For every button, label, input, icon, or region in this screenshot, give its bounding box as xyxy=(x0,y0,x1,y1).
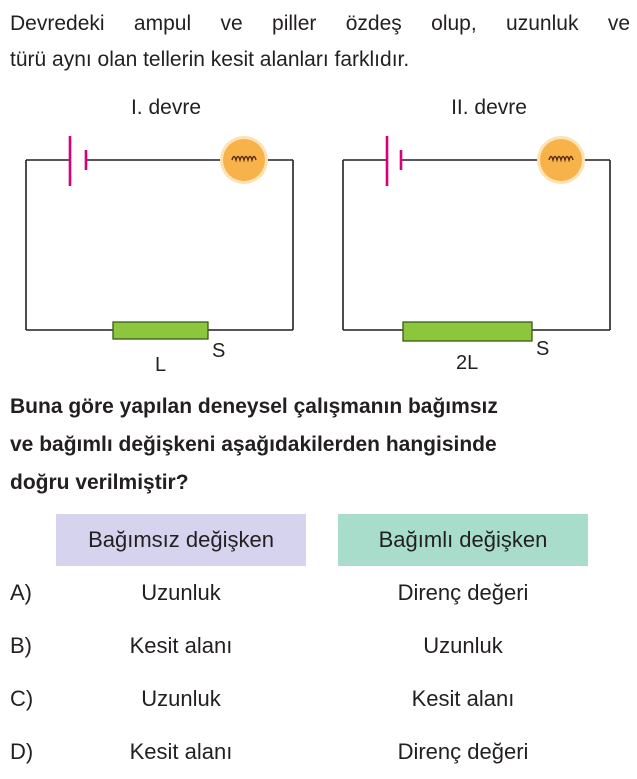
intro-line-2: türü aynı olan tellerin kesit alanları farklıdır. xyxy=(10,48,410,71)
option-b-dependent: Uzunluk xyxy=(423,633,503,658)
option-b-independent: Kesit alanı xyxy=(129,633,233,658)
circuit-2 xyxy=(320,96,637,386)
circuit-2-section-label: S xyxy=(536,338,550,360)
option-c-letter: C) xyxy=(10,686,34,711)
option-d[interactable] xyxy=(0,739,637,779)
circuit-1 xyxy=(0,96,320,386)
header-independent-variable: Bağımsız değişken xyxy=(56,514,306,566)
option-d-independent: Kesit alanı xyxy=(129,739,233,764)
circuit-1-battery-icon xyxy=(70,136,86,186)
circuit-1-length-label: L xyxy=(155,354,167,376)
option-a-independent: Uzunluk xyxy=(141,580,221,605)
circuit-2-battery-icon xyxy=(387,136,401,186)
circuit-2-length-label: 2L xyxy=(456,352,479,374)
circuit-1-wire-resistor xyxy=(113,322,208,339)
circuit-1-section-label: S xyxy=(212,340,226,362)
intro-line-1: Devredeki ampul ve piller özdeş olup, uzunluk ve xyxy=(10,12,630,35)
option-b-letter: B) xyxy=(10,633,32,658)
circuit-2-title: II. devre xyxy=(451,96,527,119)
circuit-1-wires xyxy=(26,160,293,330)
option-d-letter: D) xyxy=(10,739,34,764)
circuit-2-diagram xyxy=(320,96,637,386)
intro-text xyxy=(10,6,630,78)
header-dependent-variable: Bağımlı değişken xyxy=(338,514,588,566)
option-c-dependent: Kesit alanı xyxy=(411,686,515,711)
question-line-1: Buna göre yapılan deneysel çalışmanın bağımsız xyxy=(10,395,498,418)
option-a[interactable] xyxy=(0,580,637,620)
question-text xyxy=(10,388,632,502)
circuit-2-wire-resistor xyxy=(403,322,532,341)
circuit-2-bulb-icon xyxy=(537,136,585,184)
option-c[interactable] xyxy=(0,686,637,726)
circuit-1-diagram xyxy=(0,96,320,386)
option-a-dependent: Direnç değeri xyxy=(397,580,529,605)
option-b[interactable] xyxy=(0,633,637,673)
question-line-3: doğru verilmiştir? xyxy=(10,471,189,494)
option-a-letter: A) xyxy=(10,580,32,605)
circuit-2-wires xyxy=(343,160,610,330)
circuit-1-title: I. devre xyxy=(130,96,202,119)
option-d-dependent: Direnç değeri xyxy=(397,739,529,764)
circuit-1-bulb-icon xyxy=(220,136,268,184)
option-c-independent: Uzunluk xyxy=(141,686,221,711)
question-line-2: ve bağımlı değişkeni aşağıdakilerden hangisinde xyxy=(10,433,497,456)
